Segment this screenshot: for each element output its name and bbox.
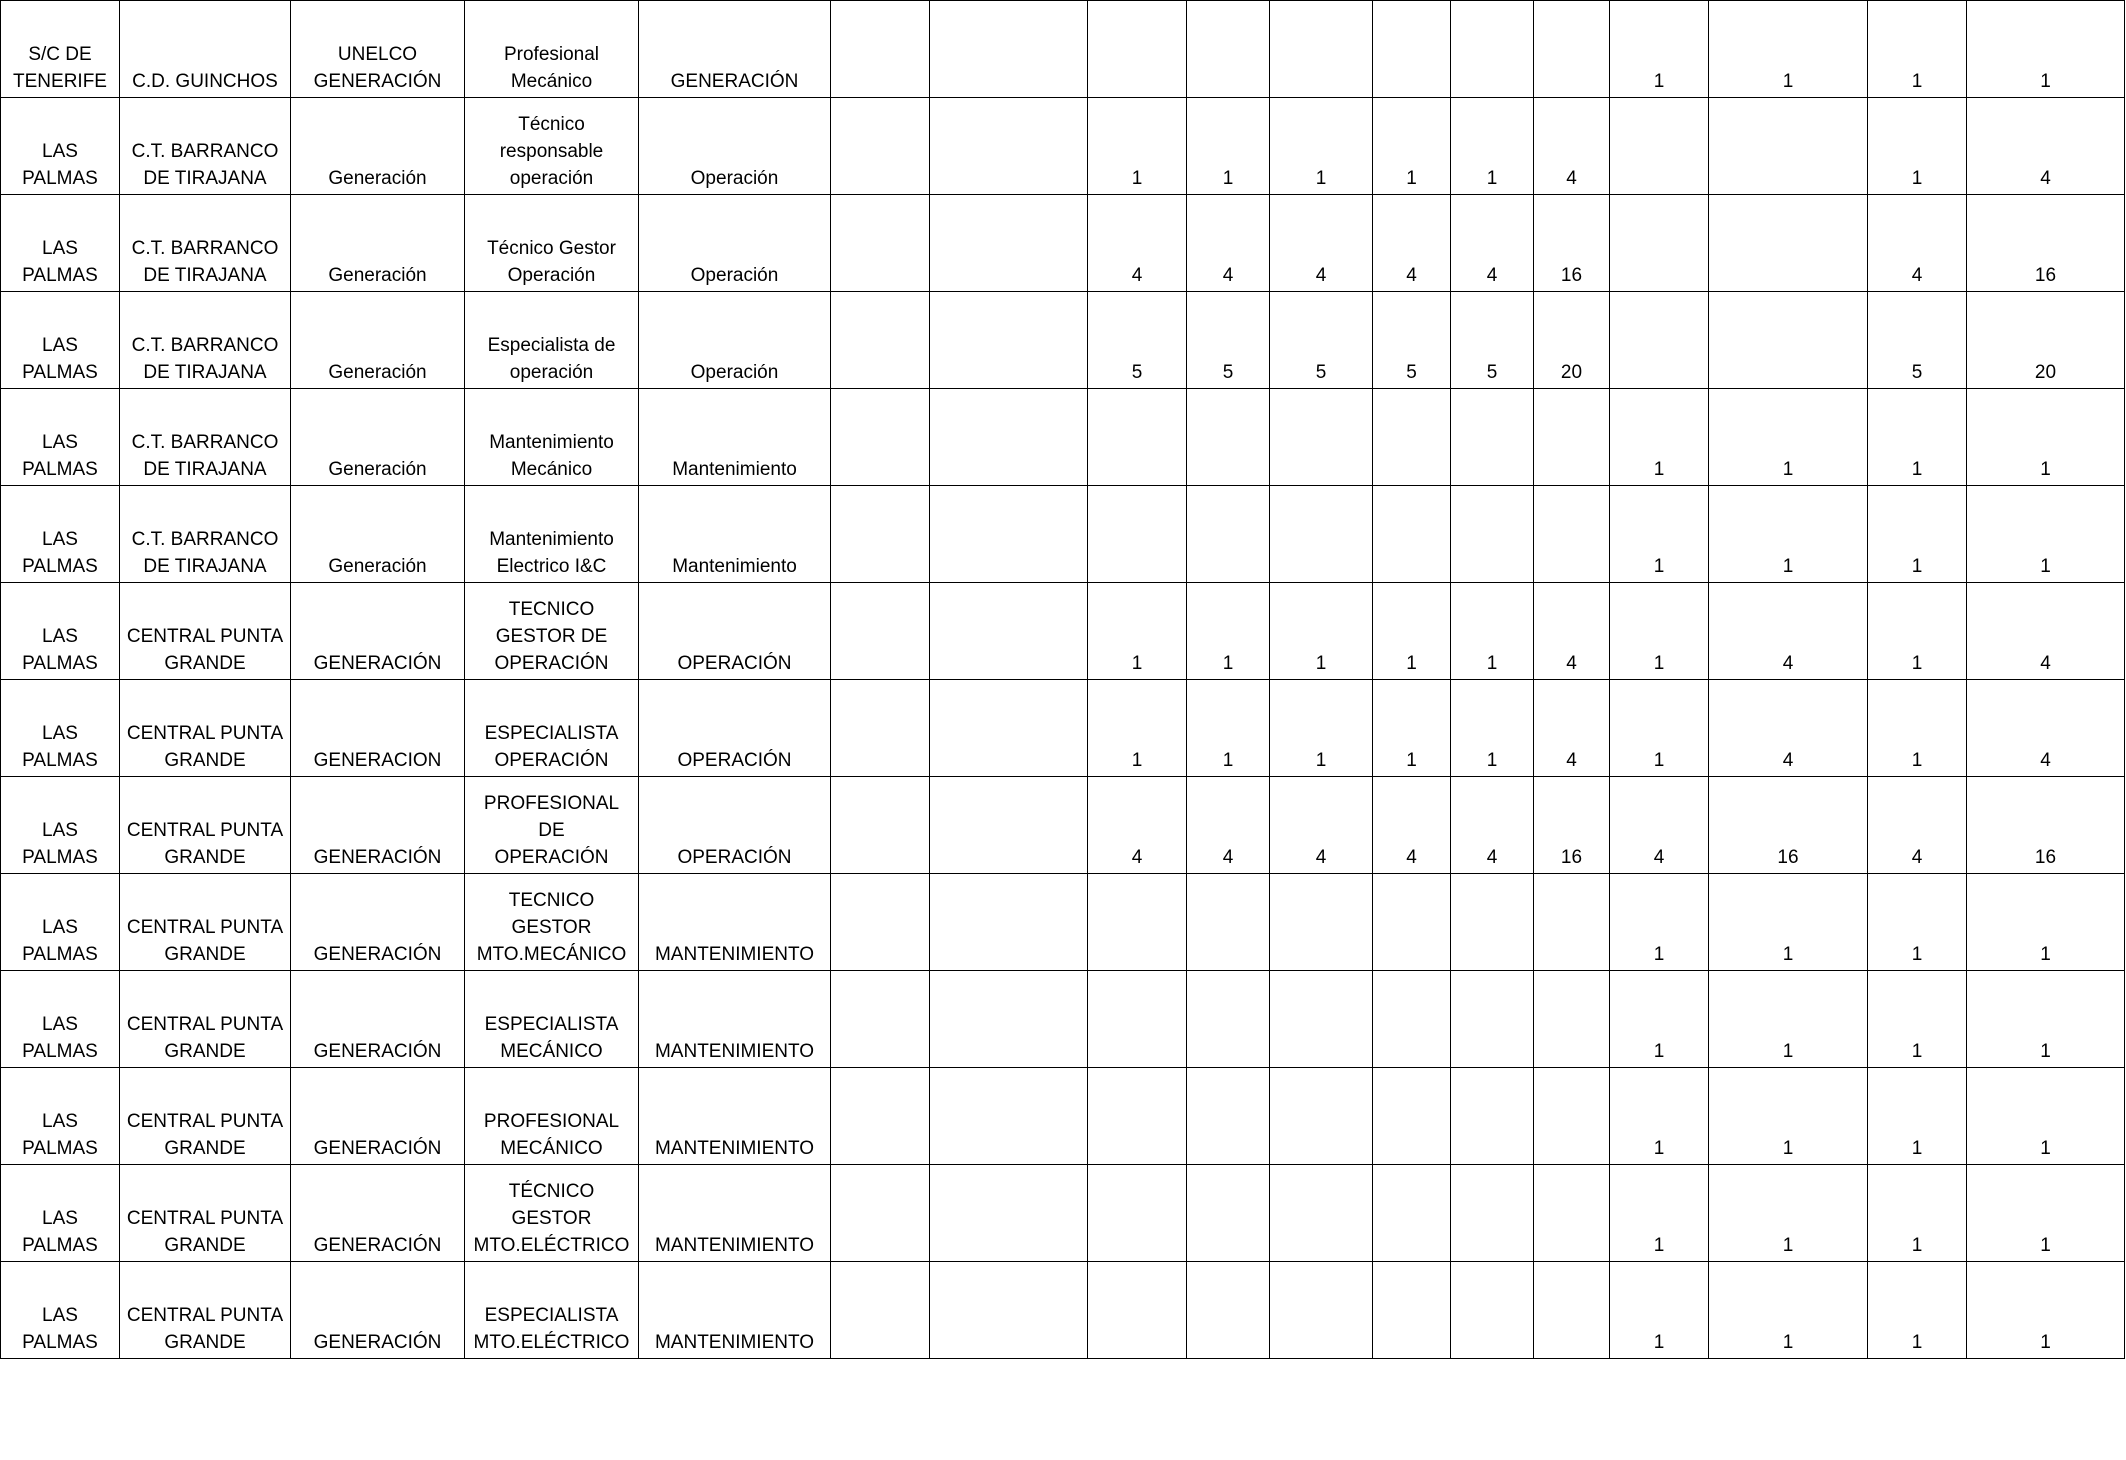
table-cell: LAS PALMAS [1, 486, 120, 583]
table-cell: Generación [291, 292, 465, 389]
table-row [1, 1068, 2125, 1165]
table-cell [1373, 1, 1451, 98]
table-cell: Generación [291, 98, 465, 195]
table-cell: 1 [1610, 486, 1709, 583]
table-row [1, 195, 2125, 292]
table-cell: 1 [1967, 971, 2125, 1068]
table-cell [1451, 1, 1534, 98]
table-cell: Generación [291, 486, 465, 583]
table-cell: GENERACIÓN [291, 1262, 465, 1359]
table-cell: 1 [1451, 98, 1534, 195]
table-cell: 1 [1868, 389, 1967, 486]
table-cell [1088, 1165, 1187, 1262]
table-cell: C.T. BARRANCO DE TIRAJANA [120, 195, 291, 292]
table-cell [1451, 1165, 1534, 1262]
table-cell: 1 [1868, 1165, 1967, 1262]
table-cell: MANTENIMIENTO [639, 1262, 831, 1359]
table-cell: LAS PALMAS [1, 874, 120, 971]
table-cell: 1 [1709, 971, 1868, 1068]
table-cell [831, 874, 930, 971]
table-cell [1610, 292, 1709, 389]
table-cell: 1 [1967, 1, 2125, 98]
table-cell: 4 [1270, 777, 1373, 874]
table-cell [831, 680, 930, 777]
table-cell: 4 [1534, 680, 1610, 777]
table-cell: GENERACIÓN [291, 1165, 465, 1262]
table-cell: Generación [291, 195, 465, 292]
table-cell: 1 [1610, 1262, 1709, 1359]
table-cell: 1 [1868, 971, 1967, 1068]
table-cell: ESPECIALISTA MTO.ELÉCTRICO [465, 1262, 639, 1359]
table-cell: 1 [1868, 583, 1967, 680]
table-cell [1534, 389, 1610, 486]
table-cell: Mantenimiento Electrico I&C [465, 486, 639, 583]
table-cell [1187, 1, 1270, 98]
table-cell: 4 [1709, 680, 1868, 777]
table-cell [1088, 1068, 1187, 1165]
table-cell: 5 [1451, 292, 1534, 389]
table-cell: MANTENIMIENTO [639, 1068, 831, 1165]
table-cell: 1 [1868, 1, 1967, 98]
table-cell [831, 389, 930, 486]
table-cell: 1 [1967, 1262, 2125, 1359]
table-cell: 1 [1451, 583, 1534, 680]
table-row [1, 389, 2125, 486]
table-cell: 4 [1187, 777, 1270, 874]
table-cell: 4 [1967, 98, 2125, 195]
table-cell: LAS PALMAS [1, 98, 120, 195]
table-cell [930, 1068, 1088, 1165]
table-cell [1534, 971, 1610, 1068]
table-cell: Operación [639, 292, 831, 389]
table-cell: LAS PALMAS [1, 1262, 120, 1359]
table-cell: Especialista de operación [465, 292, 639, 389]
table-cell: Profesional Mecánico [465, 1, 639, 98]
table-cell: MANTENIMIENTO [639, 971, 831, 1068]
table-cell: 5 [1088, 292, 1187, 389]
table-cell [930, 1165, 1088, 1262]
table-cell: 1 [1868, 1068, 1967, 1165]
table-cell [1373, 874, 1451, 971]
table-cell: TECNICO GESTOR DE OPERACIÓN [465, 583, 639, 680]
table-cell: C.T. BARRANCO DE TIRAJANA [120, 98, 291, 195]
table-cell: 4 [1373, 195, 1451, 292]
table-cell: LAS PALMAS [1, 971, 120, 1068]
table-cell: 5 [1373, 292, 1451, 389]
table-cell [930, 971, 1088, 1068]
table-cell: 4 [1709, 583, 1868, 680]
table-cell: UNELCO GENERACIÓN [291, 1, 465, 98]
table-cell: 1 [1709, 1262, 1868, 1359]
table-cell [1270, 1068, 1373, 1165]
table-body [1, 1, 2125, 1359]
table-cell [1451, 1068, 1534, 1165]
table-cell [1270, 874, 1373, 971]
table-cell: 1 [1967, 1068, 2125, 1165]
table-cell: CENTRAL PUNTA GRANDE [120, 874, 291, 971]
table-cell: 1 [1709, 1068, 1868, 1165]
table-cell: Generación [291, 389, 465, 486]
table-cell: 16 [1534, 195, 1610, 292]
table-cell [1451, 389, 1534, 486]
table-cell: MANTENIMIENTO [639, 874, 831, 971]
table-cell: 1 [1610, 583, 1709, 680]
table-cell: 1 [1373, 680, 1451, 777]
table-cell: Mantenimiento [639, 486, 831, 583]
table-cell: 1 [1088, 583, 1187, 680]
table-cell: OPERACIÓN [639, 777, 831, 874]
table-cell [1270, 1262, 1373, 1359]
table-cell: 20 [1967, 292, 2125, 389]
table-cell: 1 [1967, 486, 2125, 583]
table-cell: 5 [1270, 292, 1373, 389]
table-cell [1451, 1262, 1534, 1359]
table-cell: 1 [1967, 1165, 2125, 1262]
table-cell: Operación [639, 98, 831, 195]
table-row [1, 292, 2125, 389]
table-cell [831, 195, 930, 292]
table-row [1, 874, 2125, 971]
table-cell [1187, 486, 1270, 583]
table-cell: 1 [1088, 98, 1187, 195]
table-cell [930, 389, 1088, 486]
table-cell [930, 777, 1088, 874]
table-cell: GENERACIÓN [291, 777, 465, 874]
table-row [1, 486, 2125, 583]
table-cell: Mantenimiento Mecánico [465, 389, 639, 486]
table-cell [1709, 292, 1868, 389]
table-cell [1610, 98, 1709, 195]
table-cell: 1 [1610, 1068, 1709, 1165]
table-cell: MANTENIMIENTO [639, 1165, 831, 1262]
table-cell: 16 [1967, 777, 2125, 874]
table-cell [930, 486, 1088, 583]
table-row [1, 1165, 2125, 1262]
table-row [1, 777, 2125, 874]
table-cell: LAS PALMAS [1, 389, 120, 486]
table-cell: 1 [1868, 486, 1967, 583]
table-cell: LAS PALMAS [1, 292, 120, 389]
table-cell [831, 971, 930, 1068]
table-cell [1610, 195, 1709, 292]
table-cell: GENERACIÓN [291, 874, 465, 971]
table-cell: GENERACIÓN [639, 1, 831, 98]
table-cell: OPERACIÓN [639, 680, 831, 777]
table-cell [1534, 1262, 1610, 1359]
table-cell [1373, 971, 1451, 1068]
table-cell: GENERACIÓN [291, 583, 465, 680]
table-cell [1270, 1165, 1373, 1262]
table-cell [1187, 1165, 1270, 1262]
table-cell [831, 98, 930, 195]
table-cell: 4 [1534, 583, 1610, 680]
table-cell [1187, 874, 1270, 971]
table-cell: GENERACION [291, 680, 465, 777]
table-cell: 4 [1534, 98, 1610, 195]
table-cell: 1 [1709, 874, 1868, 971]
table-cell [831, 1, 930, 98]
table-cell [831, 486, 930, 583]
table-cell [831, 1165, 930, 1262]
table-cell: 4 [1868, 195, 1967, 292]
table-cell: 1 [1187, 98, 1270, 195]
table-cell: GENERACIÓN [291, 1068, 465, 1165]
table-cell: 1 [1187, 583, 1270, 680]
table-cell: 4 [1373, 777, 1451, 874]
table-cell [831, 1262, 930, 1359]
table-cell: 20 [1534, 292, 1610, 389]
table-cell: OPERACIÓN [639, 583, 831, 680]
table-cell: 4 [1967, 680, 2125, 777]
table-cell: TÉCNICO GESTOR MTO.ELÉCTRICO [465, 1165, 639, 1262]
table-cell [831, 583, 930, 680]
table-cell [930, 874, 1088, 971]
table-cell: LAS PALMAS [1, 195, 120, 292]
table-cell [1534, 486, 1610, 583]
table-cell: TECNICO GESTOR MTO.MECÁNICO [465, 874, 639, 971]
table-cell [1187, 1262, 1270, 1359]
table-cell: 4 [1451, 777, 1534, 874]
table-cell [1187, 971, 1270, 1068]
table-cell: CENTRAL PUNTA GRANDE [120, 1068, 291, 1165]
table-cell: LAS PALMAS [1, 583, 120, 680]
table-cell: 4 [1610, 777, 1709, 874]
table-cell: 1 [1868, 98, 1967, 195]
table-cell: C.D. GUINCHOS [120, 1, 291, 98]
table-cell: 1 [1373, 98, 1451, 195]
table-cell: PROFESIONAL DE OPERACIÓN [465, 777, 639, 874]
table-cell: 5 [1187, 292, 1270, 389]
table-cell [1088, 486, 1187, 583]
table-cell: 1 [1270, 680, 1373, 777]
table-cell [1709, 195, 1868, 292]
table-cell: 1 [1709, 1, 1868, 98]
table-row [1, 680, 2125, 777]
table-cell [1373, 486, 1451, 583]
table-cell: 1 [1187, 680, 1270, 777]
table-cell: 1 [1610, 971, 1709, 1068]
table-cell: PROFESIONAL MECÁNICO [465, 1068, 639, 1165]
table-cell: 1 [1868, 874, 1967, 971]
table-cell [1373, 389, 1451, 486]
table-cell: 16 [1709, 777, 1868, 874]
table-cell [1373, 1068, 1451, 1165]
table-cell: C.T. BARRANCO DE TIRAJANA [120, 292, 291, 389]
table-cell: CENTRAL PUNTA GRANDE [120, 1262, 291, 1359]
table-cell: GENERACIÓN [291, 971, 465, 1068]
table-cell: ESPECIALISTA MECÁNICO [465, 971, 639, 1068]
table-cell: 1 [1868, 1262, 1967, 1359]
table-cell: 4 [1187, 195, 1270, 292]
table-cell: Mantenimiento [639, 389, 831, 486]
table-cell [930, 292, 1088, 389]
table-cell: 1 [1967, 389, 2125, 486]
table-cell: 1 [1709, 1165, 1868, 1262]
table-cell: 1 [1610, 680, 1709, 777]
table-cell [1270, 389, 1373, 486]
table-cell [1534, 1068, 1610, 1165]
table-cell [1451, 874, 1534, 971]
table-cell [930, 1262, 1088, 1359]
table-cell: 1 [1709, 486, 1868, 583]
table-row [1, 583, 2125, 680]
table-cell [831, 1068, 930, 1165]
table-cell: LAS PALMAS [1, 1165, 120, 1262]
table-cell: 1 [1610, 874, 1709, 971]
table-cell [1187, 389, 1270, 486]
table-cell: 1 [1709, 389, 1868, 486]
table-cell [930, 680, 1088, 777]
table-cell [1451, 971, 1534, 1068]
table-cell: 5 [1868, 292, 1967, 389]
table-cell: 1 [1610, 1, 1709, 98]
table-cell [1088, 874, 1187, 971]
table-cell: 16 [1967, 195, 2125, 292]
table-cell [1270, 486, 1373, 583]
table-cell: 4 [1451, 195, 1534, 292]
table-cell: CENTRAL PUNTA GRANDE [120, 680, 291, 777]
table-cell: Técnico Gestor Operación [465, 195, 639, 292]
table-cell [1088, 971, 1187, 1068]
table-cell: CENTRAL PUNTA GRANDE [120, 971, 291, 1068]
table-cell: ESPECIALISTA OPERACIÓN [465, 680, 639, 777]
table-row [1, 1, 2125, 98]
table-cell [1088, 1, 1187, 98]
table-row [1, 98, 2125, 195]
table-cell: 1 [1868, 680, 1967, 777]
table-cell: 1 [1610, 389, 1709, 486]
table-cell: LAS PALMAS [1, 777, 120, 874]
table-cell: 1 [1967, 874, 2125, 971]
table-cell: 1 [1451, 680, 1534, 777]
table-cell [1534, 874, 1610, 971]
table-cell: 1 [1610, 1165, 1709, 1262]
table-cell: LAS PALMAS [1, 680, 120, 777]
table-cell: 1 [1270, 583, 1373, 680]
table-cell [930, 98, 1088, 195]
table-cell [1373, 1165, 1451, 1262]
table-cell [831, 292, 930, 389]
table-cell [930, 1, 1088, 98]
table-cell [1534, 1, 1610, 98]
table-cell: Operación [639, 195, 831, 292]
table-cell [1270, 971, 1373, 1068]
table-cell [1088, 389, 1187, 486]
table-cell: LAS PALMAS [1, 1068, 120, 1165]
table-cell [930, 195, 1088, 292]
table-cell: C.T. BARRANCO DE TIRAJANA [120, 389, 291, 486]
table-cell: CENTRAL PUNTA GRANDE [120, 777, 291, 874]
table-cell: CENTRAL PUNTA GRANDE [120, 583, 291, 680]
table-cell [1088, 1262, 1187, 1359]
table-cell: C.T. BARRANCO DE TIRAJANA [120, 486, 291, 583]
table-cell: 4 [1088, 195, 1187, 292]
table-row [1, 1262, 2125, 1359]
table-cell [1451, 486, 1534, 583]
table-cell: 4 [1967, 583, 2125, 680]
table-cell: 1 [1270, 98, 1373, 195]
table-cell: 1 [1373, 583, 1451, 680]
table-cell: 4 [1088, 777, 1187, 874]
table-cell [1187, 1068, 1270, 1165]
table-cell: S/C DE TENERIFE [1, 1, 120, 98]
table-cell [1709, 98, 1868, 195]
table-cell: 4 [1270, 195, 1373, 292]
table-cell: Técnico responsable operación [465, 98, 639, 195]
table-cell: 4 [1868, 777, 1967, 874]
table-cell [930, 583, 1088, 680]
table-cell: 1 [1088, 680, 1187, 777]
table-row [1, 971, 2125, 1068]
table-cell: 16 [1534, 777, 1610, 874]
table-cell [1270, 1, 1373, 98]
table-cell [1534, 1165, 1610, 1262]
table-cell [1373, 1262, 1451, 1359]
table-cell: CENTRAL PUNTA GRANDE [120, 1165, 291, 1262]
table-cell [831, 777, 930, 874]
